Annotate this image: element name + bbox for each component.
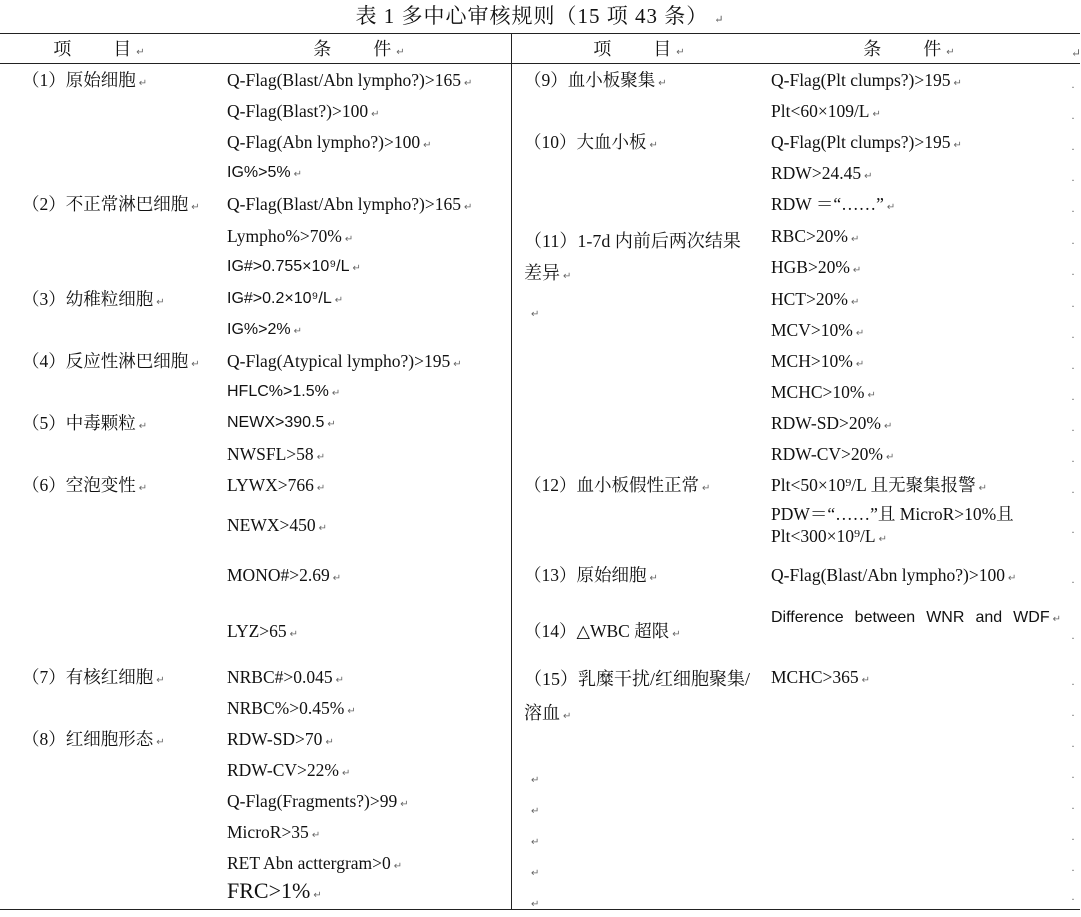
- edge-mark: ·: [1071, 204, 1075, 218]
- condition: Q-Flag(Fragments?)>99 ↵: [227, 791, 409, 811]
- header-condition-left: 条 件 ↵: [313, 39, 407, 59]
- item-pseudo-normal-platelet: （12）血小板假性正常 ↵: [524, 475, 711, 495]
- edge-mark: ·: [1071, 708, 1075, 722]
- condition: LYWX>766 ↵: [227, 475, 326, 495]
- condition: HFLC%>1.5% ↵: [227, 383, 341, 400]
- item-vacuolation: （6）空泡变性 ↵: [22, 475, 148, 495]
- condition: FRC>1% ↵: [227, 878, 322, 903]
- condition: RDW>24.45 ↵: [771, 163, 873, 183]
- condition: HCT>20% ↵: [771, 289, 860, 309]
- edge-mark: ·: [1071, 299, 1075, 313]
- item-platelet-clumps: （9）血小板聚集 ↵: [524, 70, 667, 90]
- condition: MCV>10% ↵: [771, 320, 865, 340]
- condition: IG#>0.755×10⁹/L ↵: [227, 258, 361, 275]
- center-divider: [511, 33, 512, 910]
- item-delta-check: （11）1-7d 内前后两次结果差异 ↵: [524, 231, 741, 283]
- item-blast: （1）原始细胞 ↵: [22, 70, 148, 90]
- edge-mark: ·: [1071, 80, 1075, 94]
- edge-mark: ·: [1071, 142, 1075, 156]
- condition: NEWX>390.5 ↵: [227, 414, 336, 431]
- condition: RET Abn acttergram>0 ↵: [227, 853, 403, 873]
- condition: RDW-CV>20% ↵: [771, 444, 895, 464]
- table-top-rule: [0, 33, 1080, 34]
- edge-mark: ·: [1071, 392, 1075, 406]
- condition: MCH>10% ↵: [771, 351, 865, 371]
- header-item-left: 项 目 ↵: [53, 39, 147, 59]
- condition: IG%>5% ↵: [227, 164, 302, 181]
- paragraph-mark: ↵: [531, 775, 540, 786]
- condition: Q-Flag(Blast/Abn lympho?)>165 ↵: [227, 70, 473, 90]
- item-toxic-granulation: （5）中毒颗粒 ↵: [22, 413, 148, 433]
- condition: Plt<50×10⁹/L 且无聚集报警 ↵: [771, 475, 987, 495]
- edge-mark: ↵: [1071, 46, 1081, 60]
- condition: RDW-CV>22% ↵: [227, 760, 351, 780]
- condition: Q-Flag(Blast?)>100 ↵: [227, 101, 380, 121]
- condition: Lympho%>70% ↵: [227, 226, 354, 246]
- condition: Plt<60×109/L ↵: [771, 101, 881, 121]
- condition: NWSFL>58 ↵: [227, 444, 326, 464]
- header-condition-right: 条 件 ↵: [863, 39, 957, 59]
- edge-mark: ·: [1071, 361, 1075, 375]
- edge-mark: ·: [1071, 739, 1075, 753]
- condition: IG#>0.2×10⁹/L ↵: [227, 290, 344, 307]
- item-rbc-morphology: （8）红细胞形态 ↵: [22, 729, 165, 749]
- edge-mark: ·: [1071, 236, 1075, 250]
- condition: Q-Flag(Plt clumps?)>195 ↵: [771, 132, 962, 152]
- item-delta-wbc: （14）△WBC 超限 ↵: [524, 621, 681, 641]
- condition: RBC>20% ↵: [771, 226, 860, 246]
- item-lipemia-interference: （15）乳糜干扰/红细胞聚集/溶血 ↵: [524, 669, 751, 723]
- condition: RDW-SD>20% ↵: [771, 413, 893, 433]
- edge-mark: ·: [1071, 892, 1075, 906]
- item-giant-platelet: （10）大血小板 ↵: [524, 132, 658, 152]
- condition: NEWX>450 ↵: [227, 515, 327, 535]
- condition: IG%>2% ↵: [227, 321, 302, 338]
- condition: Q-Flag(Abn lympho?)>100 ↵: [227, 132, 432, 152]
- condition: MONO#>2.69 ↵: [227, 565, 342, 585]
- condition: Q-Flag(Plt clumps?)>195 ↵: [771, 70, 962, 90]
- edge-mark: ·: [1071, 330, 1075, 344]
- edge-mark: ·: [1071, 454, 1075, 468]
- edge-mark: ·: [1071, 173, 1075, 187]
- item-abnormal-lymphocyte: （2）不正常淋巴细胞 ↵: [22, 194, 200, 214]
- condition: NRBC#>0.045 ↵: [227, 667, 345, 687]
- item-reactive-lymphocyte: （4）反应性淋巴细胞 ↵: [22, 351, 200, 371]
- condition: HGB>20% ↵: [771, 257, 862, 277]
- condition: Q-Flag(Blast/Abn lympho?)>165 ↵: [227, 194, 473, 214]
- condition: Q-Flag(Blast/Abn lympho?)>100 ↵: [771, 565, 1017, 585]
- edge-mark: ·: [1071, 111, 1075, 125]
- edge-mark: ·: [1071, 801, 1075, 815]
- edge-mark: ·: [1071, 423, 1075, 437]
- condition: MicroR>35 ↵: [227, 822, 321, 842]
- edge-mark: ·: [1071, 832, 1075, 846]
- edge-mark: ·: [1071, 631, 1075, 645]
- edge-mark: ·: [1071, 525, 1075, 539]
- condition: Q-Flag(Atypical lympho?)>195 ↵: [227, 351, 462, 371]
- paragraph-mark: ↵: [531, 309, 540, 320]
- header-item-right: 项 目 ↵: [593, 39, 687, 59]
- condition: RDW ＝“……” ↵: [771, 194, 896, 214]
- condition: RDW-SD>70 ↵: [227, 729, 334, 749]
- edge-mark: ·: [1071, 267, 1075, 281]
- table-bottom-rule: [0, 909, 1080, 910]
- paragraph-mark: ↵: [531, 868, 540, 879]
- edge-mark: ·: [1071, 677, 1075, 691]
- condition: Difference between WNR and WDF ↵: [771, 609, 1061, 626]
- condition: NRBC%>0.45% ↵: [227, 698, 356, 718]
- item-blast-2: （13）原始细胞 ↵: [524, 565, 658, 585]
- edge-mark: ·: [1071, 485, 1075, 499]
- edge-mark: ·: [1071, 575, 1075, 589]
- condition: PDW＝“……”且 MicroR>10%且 Plt<300×10⁹/L ↵: [771, 504, 1014, 546]
- item-nrbc: （7）有核红细胞 ↵: [22, 667, 165, 687]
- condition: MCHC>10% ↵: [771, 382, 876, 402]
- condition: LYZ>65 ↵: [227, 621, 299, 641]
- condition: MCHC>365 ↵: [771, 667, 871, 687]
- table-title: 表 1 多中心审核规则（15 项 43 条） ↵: [355, 4, 725, 28]
- paragraph-mark: ↵: [531, 806, 540, 817]
- paragraph-mark: ↵: [531, 899, 540, 910]
- edge-mark: ·: [1071, 863, 1075, 877]
- paragraph-mark: ↵: [531, 837, 540, 848]
- item-immature-granulocyte: （3）幼稚粒细胞 ↵: [22, 289, 165, 309]
- edge-mark: ·: [1071, 770, 1075, 784]
- header-rule: [0, 63, 1080, 64]
